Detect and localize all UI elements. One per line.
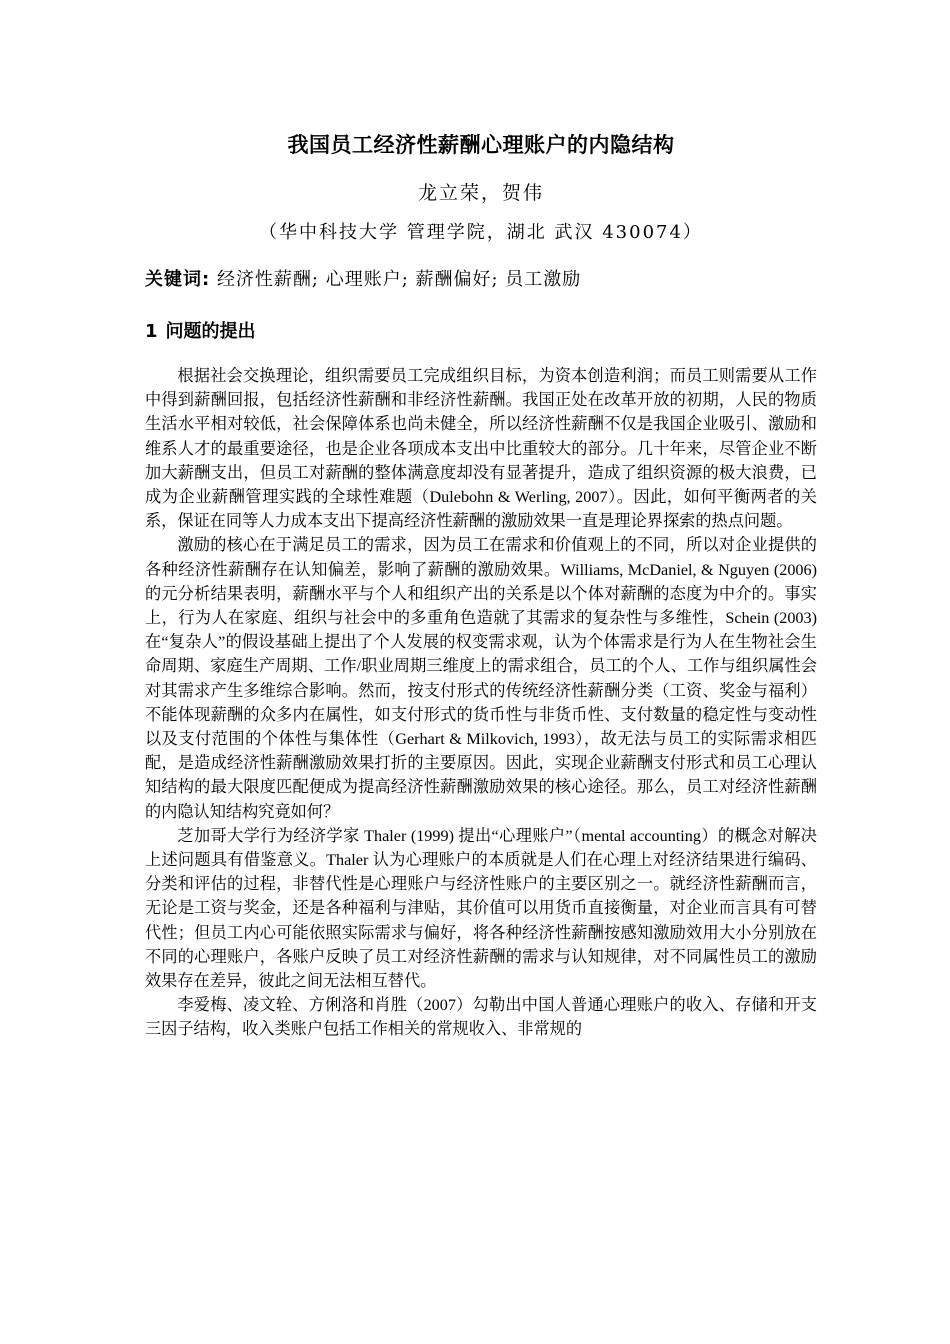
keywords-line bbox=[145, 266, 817, 294]
author-affiliation: （华中科技大学 管理学院，湖北 武汉 430074） bbox=[259, 222, 703, 243]
body-paragraph-1: 根据社会交换理论，组织需要员工完成组织目标，为资本创造利润；而员工则需要从工作中得到薪酬回报，包括经济性薪酬和非经济性薪酬。我国正处在改革开放的初期，人民的物质生活水平相对较低，社会保障体系也尚未健全，所以经济性薪酬不仅是我国企业吸引、激励和维系人才的最重要途径，也是企业各项成本支出中比重较大的部分。几十年来，尽管企业不断加大薪酬支出，但员工对薪酬的整体满意度却没有显著提升，造成了组织资源的极大浪费，已成为企业薪酬管理实践的全球性难题（Dulebohn & Werling, 2007）。因此，如何平衡两者的关系，保证在同等人力成本支出下提高经济性薪酬的激励效果一直是理论界探索的热点问题。 bbox=[145, 367, 817, 531]
paper-page bbox=[145, 130, 817, 1042]
body-paragraph-4: 李爱梅、凌文辁、方俐洛和肖胜（2007）勾勒出中国人普通心理账户的收入、存储和开支三因子结构，收入类账户包括工作相关的常规收入、非常规的 bbox=[145, 996, 817, 1039]
keywords-label: 关键词: bbox=[145, 269, 211, 290]
body-paragraph-2: 激励的核心在于满足员工的需求，因为员工在需求和价值观上的不同，所以对企业提供的各种经济性薪酬存在认知偏差，影响了薪酬的激励效果。Williams, McDaniel, & Nguyen (2006)的元分析结果表明，薪酬水平与个人和组织产出的关系是以个体对薪酬的态度为中介的。事实上，行为人在家庭、组织与社会中的多重角色造就了其需求的复杂性与多维性，Schein (2003)在“复杂人”的假设基础上提出了个人发展的权变需求观，认为个体需求是行为人在生物社会生命周期、家庭生产周期、工作/职业周期三维度上的需求组合，员工的个人、工作与组织属性会对其需求产生多维综合影响。然而，按支付形式的传统经济性薪酬分类（工资、奖金与福利）不能体现薪酬的众多内在属性，如支付形式的货币性与非货币性、支付数量的稳定性与变动性以及支付范围的个体性与集体性（Gerhart & Milkovich, 1993），故无法与员工的实际需求相匹配，是造成经济性薪酬激励效果打折的主要原因。因此，实现企业薪酬支付形式和员工心理认知结构的最大限度匹配便成为提高经济性薪酬激励效果的核心途径。那么，员工对经济性薪酬的内隐认知结构究竟如何？ bbox=[145, 536, 817, 821]
section-number: 1 bbox=[145, 321, 158, 342]
author-list: 龙立荣，贺伟 bbox=[417, 182, 544, 204]
section-heading bbox=[145, 318, 817, 346]
keywords-text: 经济性薪酬; 心理账户; 薪酬偏好; 员工激励 bbox=[216, 269, 582, 290]
body-paragraph-3: 芝加哥大学行为经济学家 Thaler (1999) 提出“心理账户”（mental accounting）的概念对解决上述问题具有借鉴意义。Thaler 认为心理账户的本质就是人们在心理上对经济结果进行编码、分类和评估的过程，非替代性是心理账户与经济性账户的主要区别之一。就经济性薪酬而言，无论是工资与奖金，还是各种福利与津贴，其价值可以用货币直接衡量，对企业而言具有可替代性；但员工内心可能依照实际需求与偏好，将各种经济性薪酬按感知激励效用大小分别放在不同的心理账户，各账户反映了员工对经济性薪酬的需求与认知规律，对不同属性员工的激励效果存在差异，彼此之间无法相互替代。 bbox=[145, 826, 817, 991]
paper-title: 我国员工经济性薪酬心理账户的内隐结构 bbox=[287, 133, 675, 157]
section-title: 问题的提出 bbox=[165, 321, 256, 342]
